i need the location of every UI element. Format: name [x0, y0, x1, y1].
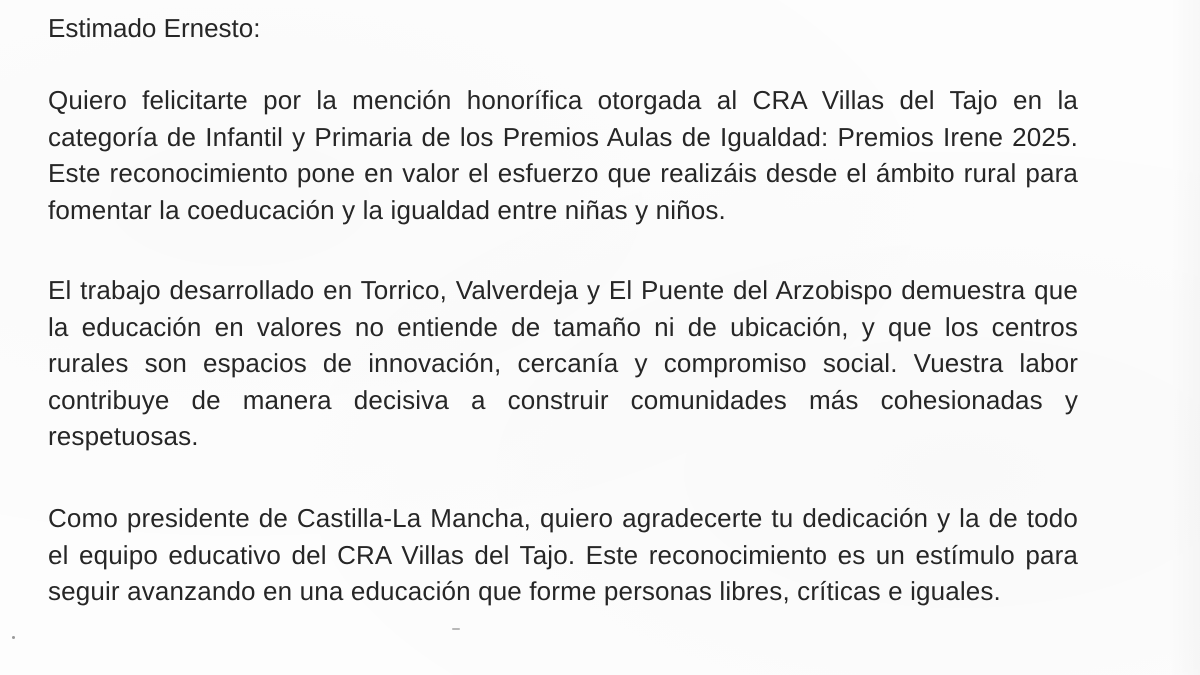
page-edge-shadow [1170, 0, 1200, 675]
paper-speck [452, 628, 460, 630]
paragraph-congratulation: Quiero felicitarte por la mención honorífica otorgada al CRA Villas del Tajo en la categoría de Infantil y Primaria de los Premios Aulas de Igualdad: Premios Irene 2025. Este reconocimiento pone en valor el esfuerzo que realizáis desde el ámbito rural para fomentar la coeducación y la igualdad entre niñas y niños. [48, 85, 1078, 225]
paper-speck [12, 636, 15, 639]
salutation: Estimado Ernesto: [48, 13, 261, 43]
paragraph-rural-work: El trabajo desarrollado en Torrico, Valverdeja y El Puente del Arzobispo demuestra que la educación en valores no entiende de tamaño ni de ubicación, y que los centros rurales son espacios de innovación, cercanía y compromiso social. Vuestra labor contribuye de manera decisiva a construir comunidades más cohesionadas y respetuosas. [48, 275, 1078, 451]
paragraph-thanks: Como presidente de Castilla-La Mancha, quiero agradecerte tu dedicación y la de todo el equipo educativo del CRA Villas del Tajo. Este reconocimiento es un estímulo para seguir avanzando en una educación que forme personas libres, críticas e iguales. [48, 503, 1078, 606]
